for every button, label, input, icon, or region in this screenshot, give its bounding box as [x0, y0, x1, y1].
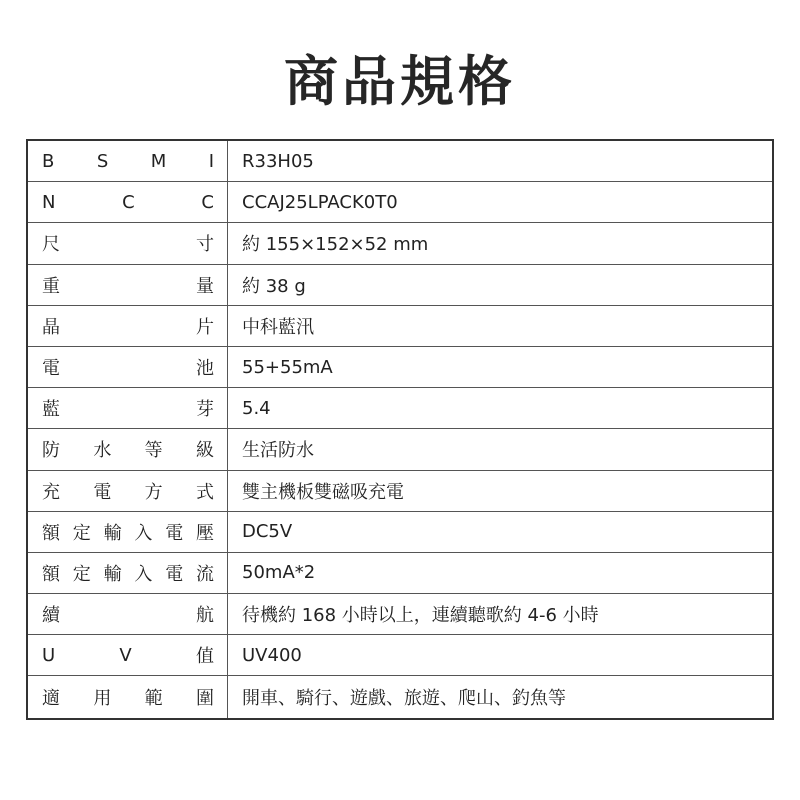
spec-row: [28, 594, 772, 635]
spec-label-char: 量: [196, 275, 214, 297]
spec-label: [28, 141, 228, 181]
spec-label: [28, 347, 228, 387]
spec-value: 55+55mA: [242, 356, 333, 378]
spec-value: UV400: [242, 644, 302, 666]
spec-value: 約 38 g: [242, 275, 306, 297]
spec-label-char: 電: [93, 481, 112, 503]
spec-label-char: 方: [144, 481, 163, 503]
spec-label-char: 充: [42, 481, 60, 503]
spec-row: [28, 223, 772, 264]
spec-row: [28, 635, 772, 676]
spec-label: [28, 223, 228, 263]
spec-row: [28, 676, 772, 717]
spec-label-char: 式: [195, 481, 214, 503]
spec-label-char: 水: [93, 440, 112, 462]
spec-label: [28, 471, 228, 511]
spec-label-char: 定: [72, 563, 91, 585]
spec-label-char: 電: [165, 522, 184, 544]
spec-label: [28, 429, 228, 469]
spec-row: [28, 471, 772, 512]
spec-row: [28, 306, 772, 347]
spec-label-char: 寸: [196, 234, 214, 256]
spec-value: 中科藍汛: [242, 316, 314, 338]
spec-label-char: C: [201, 191, 214, 213]
spec-label-char: 級: [195, 440, 214, 462]
spec-label-char: 值: [195, 646, 214, 668]
spec-value: 雙主機板雙磁吸充電: [242, 481, 404, 503]
spec-label-char: 壓: [195, 522, 214, 544]
spec-table: [26, 139, 774, 720]
spec-value: CCAJ25LPACK0T0: [242, 191, 398, 213]
spec-label-char: 藍: [42, 399, 60, 421]
spec-value: 50mA*2: [242, 562, 316, 584]
spec-label-char: 電: [42, 358, 60, 380]
spec-value: 待機約 168 小時以上，連續聽歌約 4-6 小時: [242, 605, 599, 627]
spec-label-char: 額: [42, 522, 60, 544]
spec-label-char: U: [42, 644, 56, 666]
spec-label-char: 範: [144, 688, 163, 710]
spec-label-char: 片: [196, 316, 214, 338]
spec-label-char: C: [122, 191, 135, 213]
spec-label: [28, 594, 228, 634]
spec-label-char: 航: [196, 605, 214, 627]
spec-label: [28, 388, 228, 428]
spec-label-char: 芽: [196, 399, 214, 421]
spec-label: [28, 635, 228, 675]
spec-label: [28, 265, 228, 305]
spec-label-char: 池: [196, 358, 214, 380]
spec-row: [28, 388, 772, 429]
spec-label-char: M: [150, 150, 167, 172]
spec-label-char: 用: [93, 688, 112, 710]
spec-label-char: 額: [42, 563, 60, 585]
spec-label: [28, 512, 228, 552]
spec-label-char: 晶: [42, 316, 60, 338]
spec-row: [28, 347, 772, 388]
spec-value: DC5V: [242, 521, 293, 543]
spec-value: 約 155×152×52 mm: [242, 234, 429, 256]
spec-label-char: 續: [42, 605, 60, 627]
spec-label-char: V: [119, 644, 132, 666]
spec-label-char: B: [42, 150, 55, 172]
page-title: 商品規格: [284, 50, 516, 113]
spec-label: [28, 553, 228, 593]
spec-label-char: 入: [134, 522, 153, 544]
spec-label-char: 定: [72, 522, 91, 544]
spec-row: [28, 429, 772, 470]
spec-row: [28, 512, 772, 553]
spec-value: 生活防水: [242, 440, 314, 462]
spec-label-char: 輸: [103, 522, 122, 544]
spec-value: R33H05: [242, 150, 314, 172]
spec-row: [28, 553, 772, 594]
spec-label-char: 防: [42, 440, 60, 462]
spec-label-char: 電: [165, 563, 184, 585]
spec-label-char: 等: [144, 440, 163, 462]
spec-label-char: 圍: [195, 688, 214, 710]
spec-row: [28, 265, 772, 306]
spec-label: [28, 676, 228, 717]
spec-label: [28, 306, 228, 346]
spec-row: [28, 141, 772, 182]
spec-value: 5.4: [242, 397, 271, 419]
spec-label-char: 入: [134, 563, 153, 585]
spec-label-char: N: [42, 191, 56, 213]
spec-value: 開車、騎行、遊戲、旅遊、爬山、釣魚等: [242, 688, 566, 710]
spec-label-char: 適: [42, 688, 60, 710]
spec-label-char: 流: [195, 563, 214, 585]
spec-label-char: S: [96, 150, 109, 172]
spec-label-char: 輸: [103, 563, 122, 585]
spec-label: [28, 182, 228, 222]
spec-label-char: 重: [42, 275, 60, 297]
spec-label-char: 尺: [42, 234, 60, 256]
spec-row: [28, 182, 772, 223]
spec-label-char: I: [208, 150, 214, 172]
